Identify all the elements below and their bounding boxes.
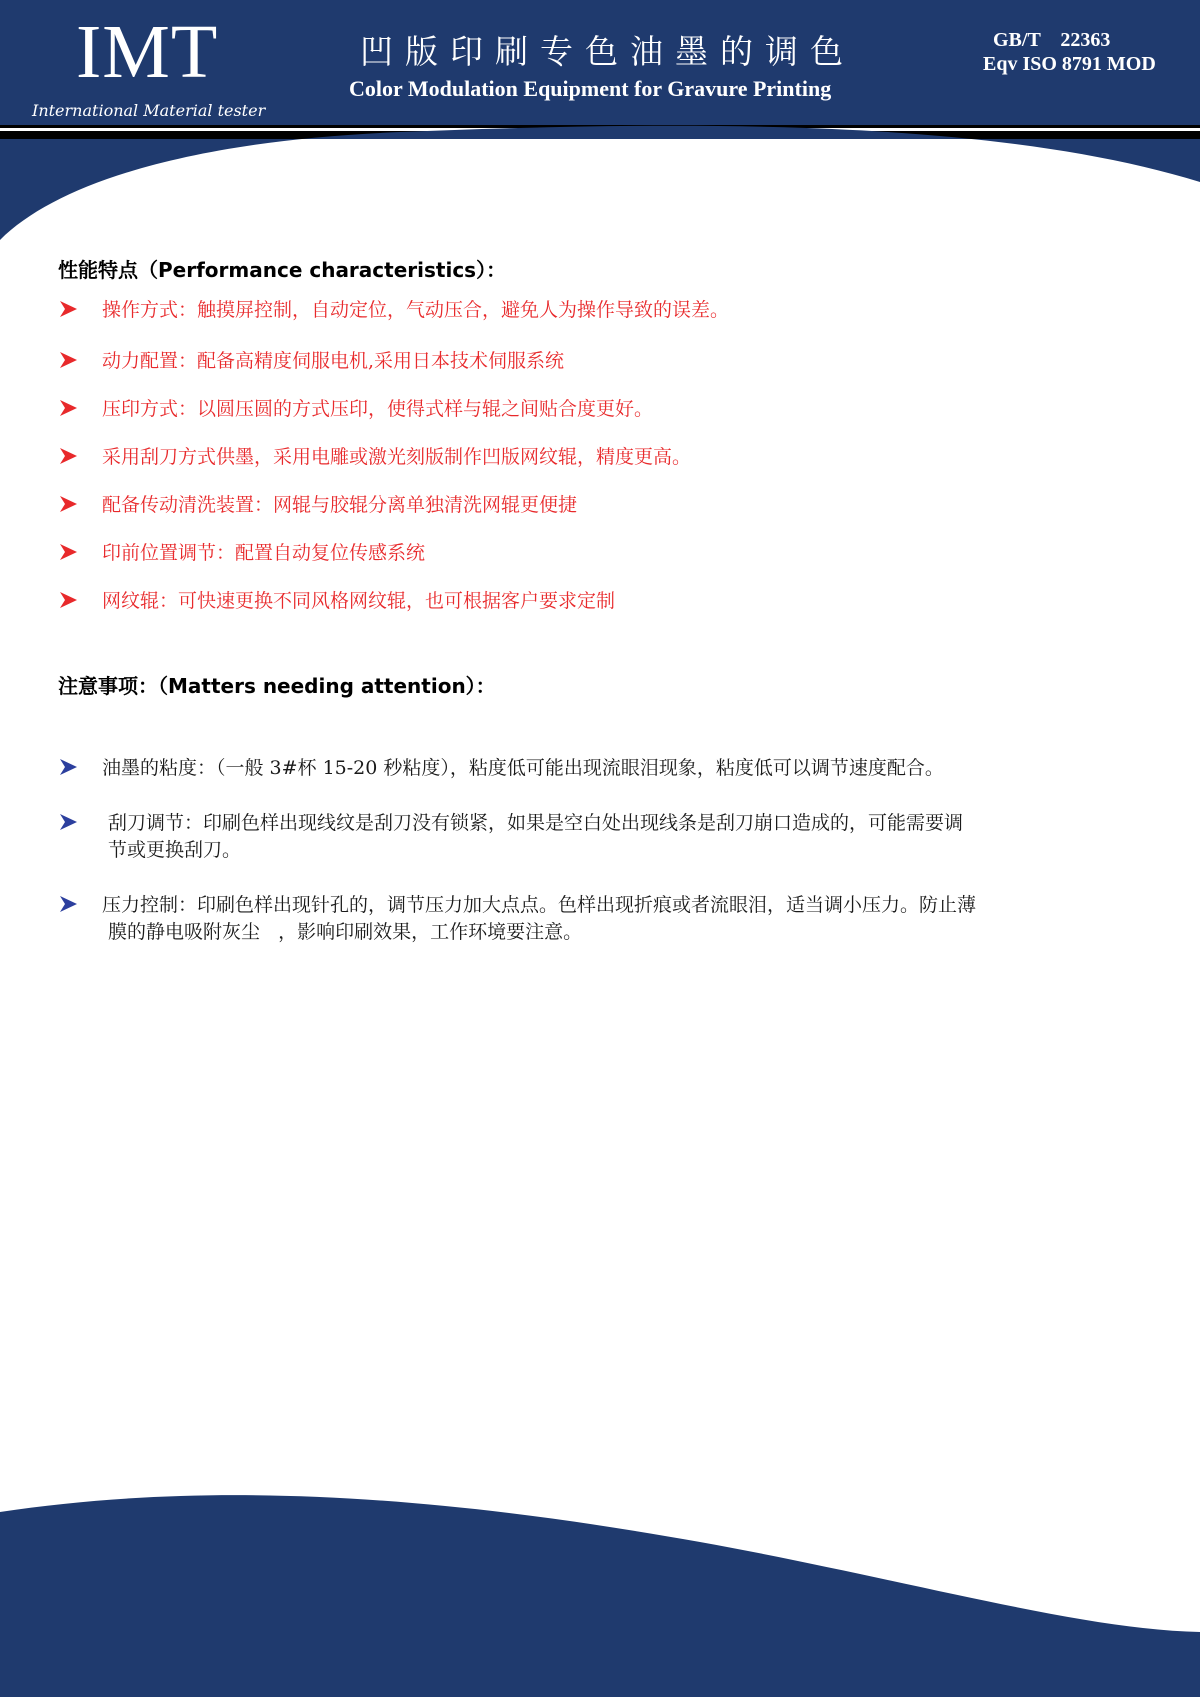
- attention-heading: 注意事项：（Matters needing attention）：: [58, 674, 496, 698]
- attention-text: 油墨的粘度：（一般 3#杯 15-20 秒粘度），粘度低可能出现流眼泪现象，粘度低可以调节速度配合。: [102, 757, 944, 779]
- attention-item: [58, 892, 976, 946]
- blue-arrow-icon: [58, 810, 102, 834]
- feature-text: 动力配置：配备高精度伺服电机,采用日本技术伺服系统: [102, 350, 565, 372]
- standard-iso: Eqv ISO 8791 MOD: [983, 53, 1156, 75]
- feature-item: [58, 586, 615, 613]
- feature-item: [58, 490, 577, 517]
- attention-text: 压力控制：印刷色样出现针孔的，调节压力加大点点。色样出现折痕或者流眼泪，适当调小压力。防止薄 膜的静电吸附灰尘 ，影响印刷效果，工作环境要注意。: [102, 894, 977, 943]
- red-arrow-icon: [58, 542, 102, 562]
- feature-item: [58, 394, 653, 421]
- feature-text: 操作方式：触摸屏控制，自动定位，气动压合，避免人为操作导致的误差。: [102, 299, 730, 321]
- feature-item: [58, 442, 691, 469]
- feature-text: 配备传动清洗装置：网辊与胶辊分离单独清洗网辊更便捷: [102, 494, 578, 516]
- standard-gb: GB/T 22363: [993, 29, 1111, 51]
- red-arrow-icon: [58, 446, 102, 466]
- feature-text: 采用刮刀方式供墨，采用电雕或激光刻版制作凹版网纹辊，精度更高。: [102, 446, 692, 468]
- blue-arrow-icon: [58, 892, 102, 916]
- title-chinese: 凹版印刷专色油墨的调色: [360, 32, 855, 71]
- attention-item: [58, 755, 944, 782]
- red-arrow-icon: [58, 350, 102, 370]
- feature-text: 印前位置调节：配置自动复位传感系统: [102, 542, 426, 564]
- red-arrow-icon: [58, 590, 102, 610]
- red-arrow-icon: [58, 494, 102, 514]
- top-wave: [0, 126, 1200, 240]
- feature-text: 网纹辊：可快速更换不同风格网纹辊，也可根据客户要求定制: [102, 590, 616, 612]
- feature-item: [58, 295, 729, 322]
- bottom-wave: [0, 1495, 1200, 1697]
- imt-logo: IMT: [76, 10, 219, 94]
- feature-item: [58, 346, 564, 373]
- attention-item: [58, 810, 963, 864]
- logo-tagline: International Material tester: [32, 101, 266, 120]
- title-english: Color Modulation Equipment for Gravure Printing: [349, 76, 832, 101]
- red-arrow-icon: [58, 299, 102, 319]
- red-arrow-icon: [58, 398, 102, 418]
- blue-arrow-icon: [58, 755, 102, 779]
- attention-text: 刮刀调节：印刷色样出现线纹是刮刀没有锁紧，如果是空白处出现线条是刮刀崩口造成的，可能需要调 节或更换刮刀。: [108, 812, 964, 861]
- feature-item: [58, 538, 425, 565]
- performance-heading: 性能特点（Performance characteristics）：: [58, 258, 507, 282]
- feature-text: 压印方式：以圆压圆的方式压印，使得式样与辊之间贴合度更好。: [102, 398, 654, 420]
